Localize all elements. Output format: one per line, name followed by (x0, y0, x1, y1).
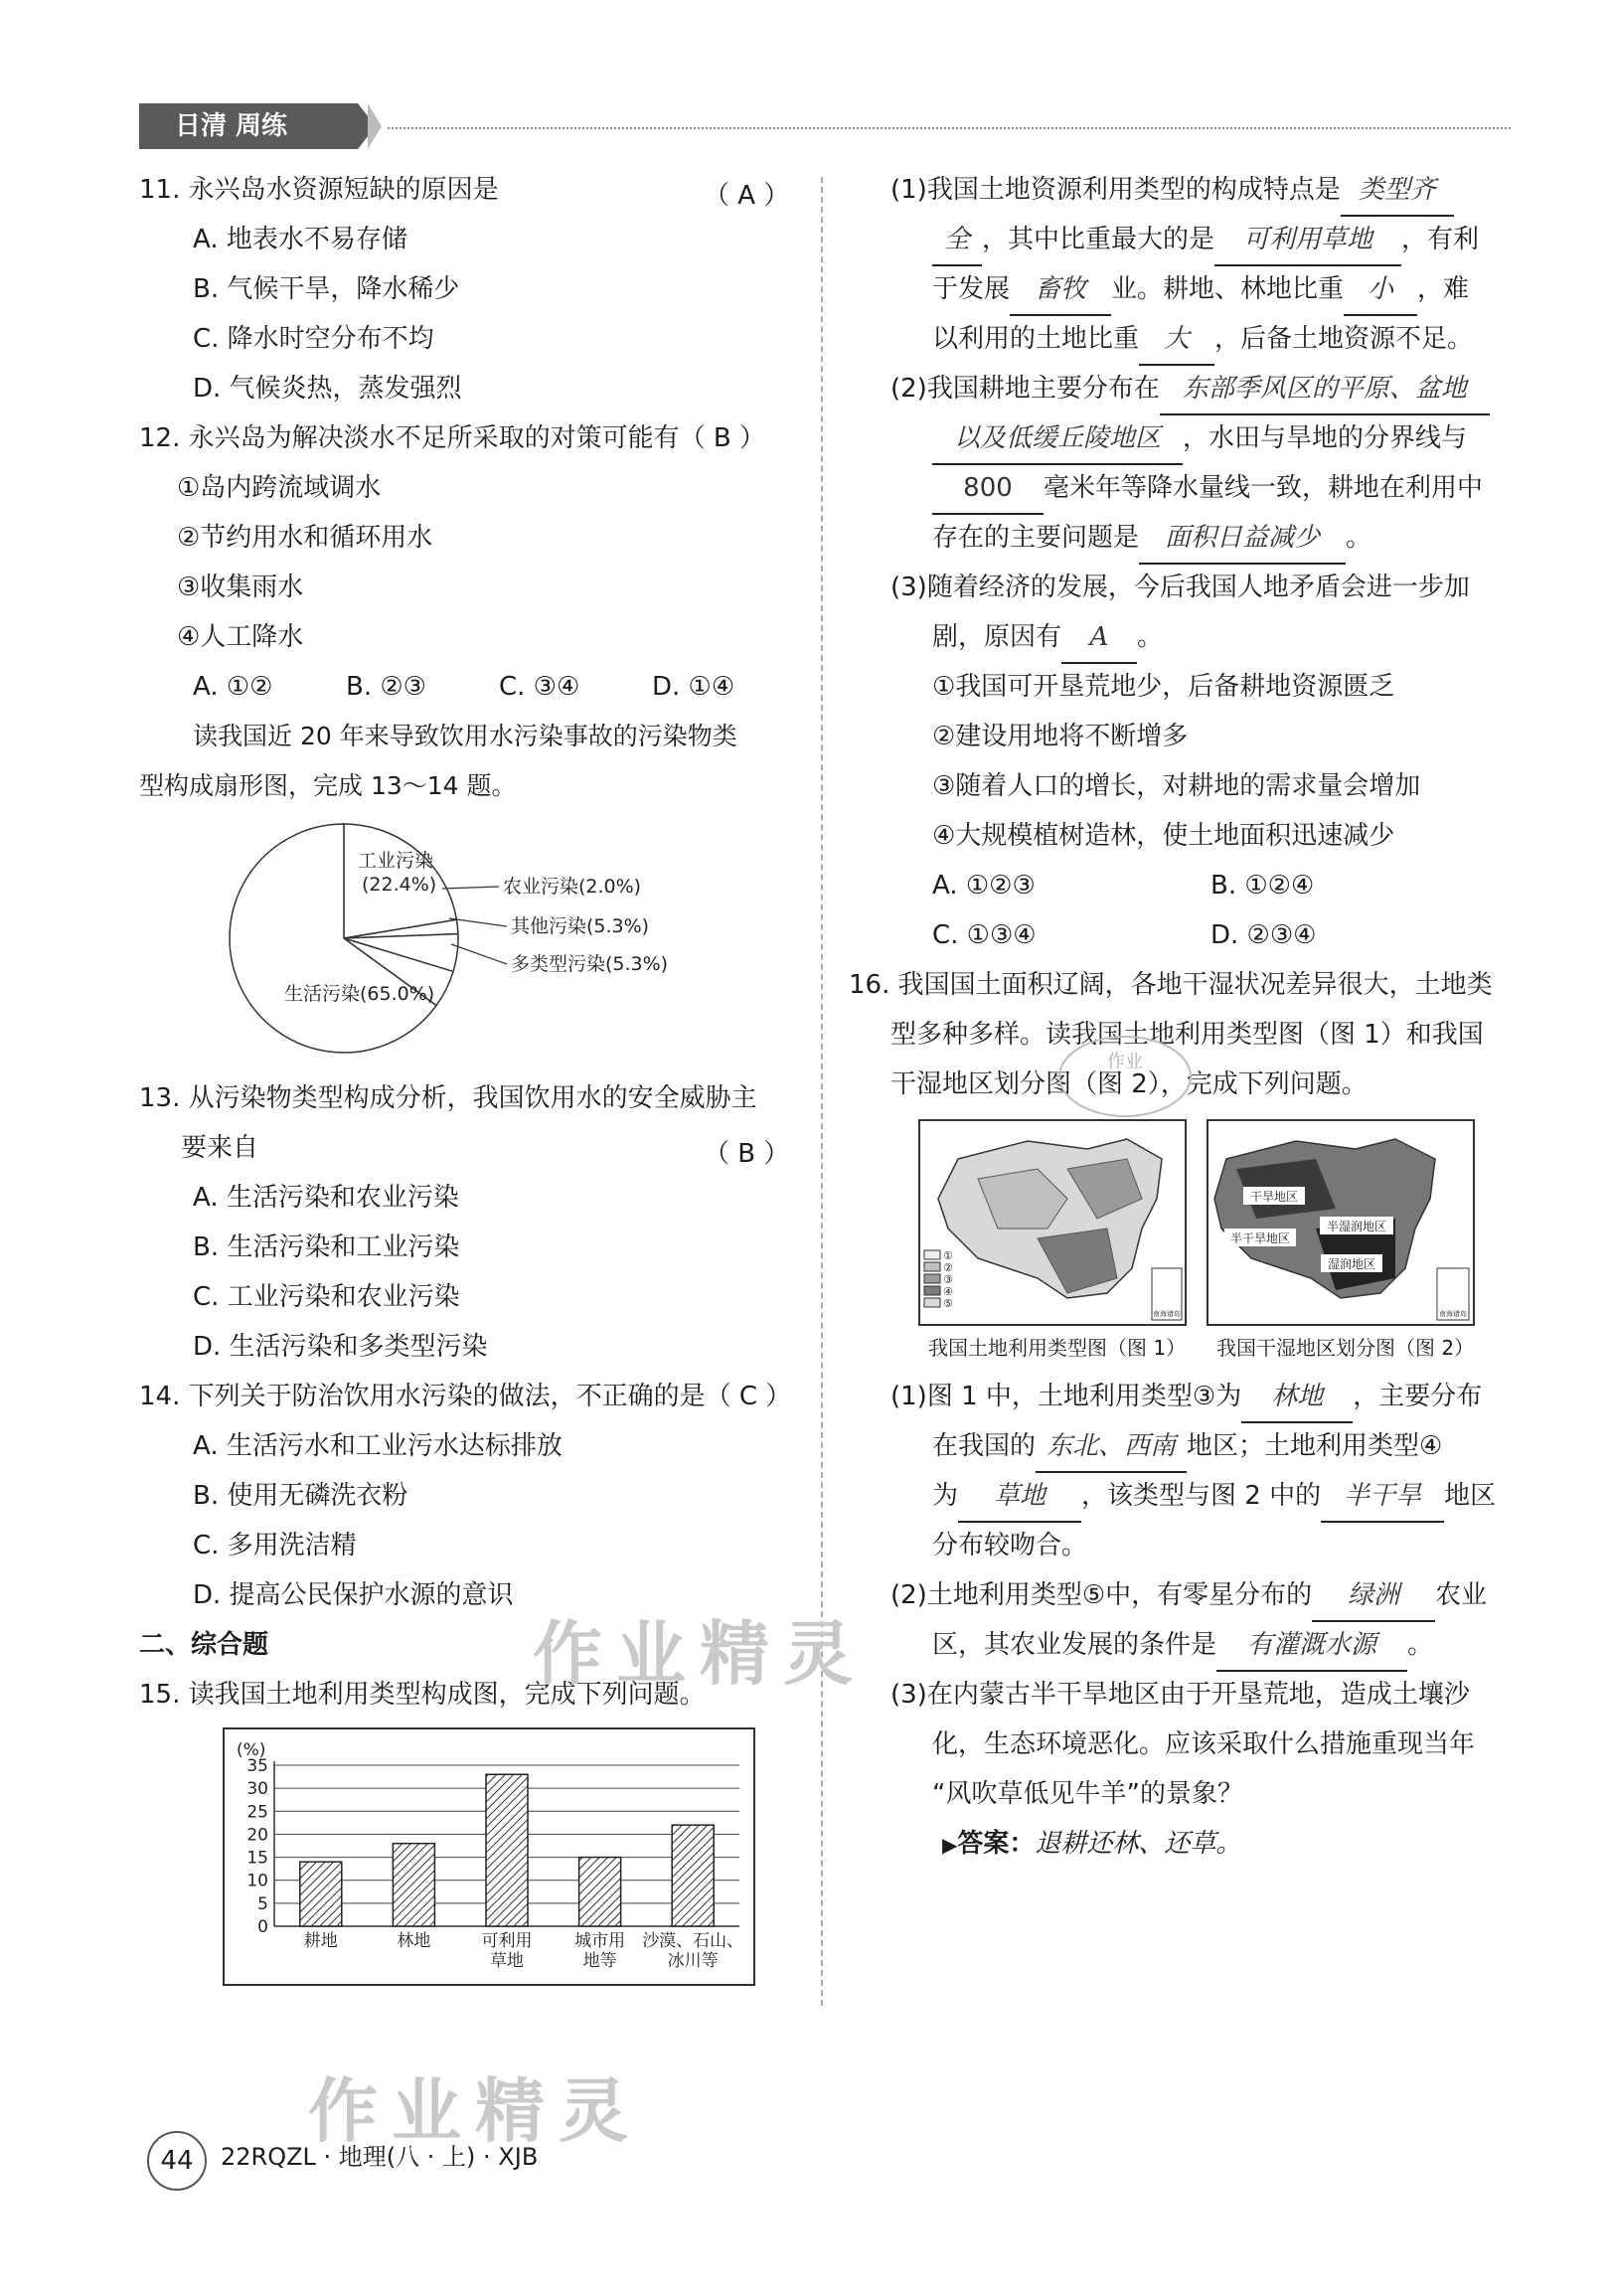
q11-option-a: A. 地表水不易存储 (193, 225, 407, 254)
region-arid: 干旱地区 (1249, 1190, 1299, 1204)
legend-1: ① (943, 1249, 953, 1262)
q15-3-item-3: ③随着人口的增长，对耕地的需求量会增加 (932, 771, 1421, 801)
pie-leader-1 (442, 887, 499, 889)
q16-1-text7: 地区 (1444, 1481, 1497, 1511)
q16-2-text2: 农业 (1435, 1580, 1488, 1610)
q15-3-option-c: C. ①③④ (932, 920, 1037, 950)
q15-1-answer-1b: 全 (932, 215, 982, 266)
q15-3-line1: (3)随着经济的发展，今后我国人地矛盾会进一步加 (890, 573, 1470, 602)
q16-2-answer-1: 绿洲 (1312, 1570, 1435, 1622)
region-semiarid: 半干旱地区 (1229, 1231, 1291, 1245)
y-tick-label: 25 (246, 1802, 268, 1823)
x-category-label: 冰川等 (667, 1951, 719, 1971)
q16-1-text1: (1)图 1 中，土地利用类型③为 (890, 1382, 1242, 1411)
map-dry-wet (1208, 1120, 1474, 1325)
q16-1-text6: ，该类型与图 2 中的 (1081, 1481, 1322, 1511)
q15-1-line4 (932, 314, 1473, 364)
legend-5: ⑤ (943, 1297, 953, 1310)
map1-caption: 我国土地利用类型图（图 1） (928, 1336, 1187, 1360)
q12-option-a: A. ①② (193, 672, 273, 702)
q13-option-b: B. 生活污染和工业污染 (193, 1232, 460, 1262)
q12-option-c: C. ③④ (499, 672, 580, 702)
q15-2-line3 (932, 463, 1483, 513)
watermark-2: 作业精灵 (308, 2070, 642, 2152)
q16-3-line2: 化，生态环境恶化。应该采取什么措施重现当年 (932, 1729, 1476, 1759)
y-tick-label: 0 (257, 1917, 268, 1937)
q15-2-text3: 毫米年等降水量线一致，耕地在利用中 (1044, 473, 1484, 503)
y-tick-label: 20 (246, 1825, 268, 1846)
q15-1-answer-2: 可利用草地 (1214, 215, 1401, 266)
q16-stem-line2: 型多种多样。读我国土地利用类型图（图 1）和我国 (890, 1020, 1484, 1050)
q15-3-option-d: D. ②③④ (1210, 920, 1317, 950)
q16-1-text4: 地区；土地利用类型④ (1187, 1431, 1443, 1461)
bar-5 (672, 1825, 714, 1926)
q15-2-text1: (2)我国耕地主要分布在 (890, 374, 1160, 404)
pollution-pie-chart (229, 815, 785, 1073)
q16-stem-line1: 16. 我国国土面积辽阔，各地干湿状况差异很大，土地类 (849, 970, 1493, 1000)
q15-3-text1: 剧，原因有 (932, 622, 1062, 652)
q15-2-answer-1b: 以及低缓丘陵地区 (932, 413, 1183, 465)
q16-1-answer-3: 草地 (958, 1471, 1081, 1523)
x-category-label: 地等 (582, 1951, 617, 1971)
q16-1-line4: 分布较吻合。 (932, 1531, 1088, 1560)
y-tick-label: 35 (246, 1756, 268, 1776)
q15-2-text5: 。 (1346, 523, 1372, 553)
q11-option-c: C. 降水时空分布不均 (193, 324, 434, 354)
q15-3-answer: A (1061, 612, 1137, 664)
q15-1-text3: ，有利 (1401, 225, 1480, 254)
page-number: 44 (147, 2131, 207, 2191)
pie-value-industrial: (22.4%) (362, 874, 437, 896)
legend-4: ④ (943, 1285, 953, 1298)
maps-figure (918, 1119, 1475, 1326)
q16-1-answer-2: 东北、西南 (1036, 1421, 1187, 1473)
x-category-label: 耕地 (303, 1931, 338, 1951)
q15-1-text6: ，难 (1417, 274, 1470, 304)
x-category-label: 城市用 (574, 1931, 626, 1951)
q12-item-1: ①岛内跨流域调水 (177, 473, 382, 503)
bar-chart-ylabel: (%) (237, 1740, 266, 1760)
q11-option-d: D. 气候炎热，蒸发强烈 (193, 374, 462, 404)
x-category-label: 沙漠、石山、 (642, 1931, 744, 1951)
q15-1-answer-1a: 类型齐 (1341, 165, 1454, 217)
q15-stem: 15. 读我国土地利用类型构成图，完成下列问题。 (139, 1680, 706, 1710)
q15-3-text2: 。 (1137, 622, 1164, 652)
header-tab: 日清 周练 (139, 103, 358, 149)
q15-1-line2 (932, 215, 1479, 264)
q15-2-answer-3: 面积日益减少 (1139, 513, 1346, 565)
q14-stem: 14. 下列关于防治饮用水污染的做法，不正确的是（ C ） (139, 1382, 792, 1411)
q13-answer: （ B ） (704, 1139, 790, 1169)
q14-option-b: B. 使用无磷洗衣粉 (193, 1481, 408, 1511)
q12-item-4: ④人工降水 (177, 622, 304, 652)
q15-3-option-a: A. ①②③ (932, 871, 1036, 901)
bar-1 (300, 1862, 342, 1926)
bar-2 (393, 1844, 434, 1926)
q13-option-a: A. 生活污染和农业污染 (193, 1183, 459, 1213)
q14-option-a: A. 生活污水和工业污水达标排放 (193, 1431, 563, 1461)
region-humid: 湿润地区 (1327, 1257, 1376, 1271)
q15-2-text2: ，水田与旱地的分界线与 (1183, 423, 1468, 453)
bar-4 (579, 1858, 621, 1926)
q16-2-line2 (932, 1620, 1433, 1670)
q12-stem: 12. 永兴岛为解决淡水不足所采取的对策可能有（ B ） (139, 423, 765, 453)
q13-option-d: D. 生活污染和多类型污染 (193, 1332, 488, 1362)
footer-text: 22RQZL · 地理(八 · 上) · XJB (221, 2143, 539, 2171)
q16-1-answer-1: 林地 (1241, 1372, 1353, 1423)
q13-stem-line1: 13. 从污染物类型构成分析，我国饮用水的安全威胁主 (139, 1083, 757, 1113)
q12-option-d: D. ①④ (652, 672, 735, 702)
q14-option-d: D. 提高公民保护水源的意识 (193, 1580, 514, 1610)
column-divider (821, 177, 823, 2006)
pie-label-multi: 多类型污染(5.3%) (511, 953, 669, 975)
x-category-label: 草地 (490, 1951, 524, 1971)
land-use-bar-chart (223, 1727, 755, 1986)
q11-stem: 11. 永兴岛水资源短缺的原因是 (139, 175, 499, 205)
x-category-label: 林地 (397, 1931, 431, 1951)
q16-1-text5: 为 (932, 1481, 959, 1511)
bar-3 (486, 1774, 528, 1926)
q12-item-3: ③收集雨水 (177, 573, 304, 602)
y-tick-label: 15 (246, 1848, 268, 1869)
header-arrow-2 (368, 103, 382, 149)
q15-3-option-b: B. ①②④ (1210, 871, 1315, 901)
watermark-1: 作业精灵 (533, 1613, 867, 1695)
q16-3-answer-line (942, 1819, 1241, 1869)
stamp-text: 作业 (1107, 1052, 1143, 1072)
q15-2-line2 (932, 413, 1467, 463)
q16-1-line1 (890, 1372, 1482, 1421)
q12-item-2: ②节约用水和循环用水 (177, 523, 433, 553)
q16-1-text3: 在我国的 (932, 1431, 1037, 1461)
q16-1-text2: ，主要分布 (1353, 1382, 1483, 1411)
stamp-mark (1055, 1032, 1195, 1121)
q16-3-line3: “风吹草低见牛羊”的景象？ (932, 1779, 1243, 1809)
section-2-title: 二、综合题 (139, 1630, 269, 1660)
q16-2-text1: (2)土地利用类型⑤中，有零星分布的 (890, 1580, 1313, 1610)
q15-1-text5: 业。耕地、林地比重 (1111, 274, 1345, 304)
q15-3-item-1: ①我国可开垦荒地少，后备耕地资源匮乏 (932, 672, 1395, 702)
pie-label-other: 其他污染(5.3%) (511, 915, 650, 937)
q16-2-text3: 区，其农业发展的条件是 (932, 1630, 1217, 1660)
q15-1-text8: ，后备土地资源不足。 (1214, 324, 1474, 354)
y-tick-label: 5 (257, 1893, 268, 1914)
q16-2-answer-2: 有灌溉水源 (1216, 1620, 1407, 1672)
answer-text: 退耕还林、还草。 (1035, 1829, 1242, 1859)
q16-3-line1: (3)在内蒙古半干旱地区由于开垦荒地，造成土壤沙 (890, 1680, 1470, 1710)
intro-13-14-line1: 读我国近 20 年来导致饮用水污染事故的污染物类 (193, 722, 737, 750)
q16-1-answer-4: 半干旱 (1321, 1471, 1444, 1523)
map2-caption: 我国干湿地区划分图（图 2） (1216, 1336, 1475, 1360)
q15-1-line1 (890, 165, 1454, 215)
q15-2-answer-1a: 东部季风区的平原、盆地 (1160, 364, 1490, 415)
pie-label-industrial: 工业污染 (358, 850, 434, 872)
x-category-label: 可利用 (481, 1931, 533, 1951)
q14-option-c: C. 多用洗洁精 (193, 1531, 357, 1560)
q15-1-text4: 于发展 (932, 274, 1011, 304)
q15-1-text1: (1)我国土地资源利用类型的构成特点是 (890, 175, 1341, 205)
q15-2-line1 (890, 364, 1490, 413)
q15-1-line3 (932, 264, 1469, 314)
legend-3: ③ (943, 1273, 953, 1286)
q15-1-text2: ，其中比重最大的是 (982, 225, 1215, 254)
q15-3-item-2: ②建设用地将不断增多 (932, 722, 1189, 751)
y-tick-label: 30 (246, 1779, 268, 1800)
q16-2-line1 (890, 1570, 1487, 1620)
map-land-use (919, 1120, 1186, 1325)
q12-option-b: B. ②③ (346, 672, 426, 702)
q13-stem-line2: 要来自 (181, 1133, 259, 1163)
q15-1-text7: 以利用的土地比重 (932, 324, 1140, 354)
inset-label-1: 南海诸岛 (1153, 1310, 1181, 1318)
q15-3-item-4: ④大规模植树造林，使土地面积迅速减少 (932, 821, 1395, 851)
q16-1-line2 (932, 1421, 1442, 1471)
answer-label: 答案： (957, 1829, 1036, 1859)
region-subhumid: 半湿润地区 (1326, 1220, 1387, 1233)
q15-1-answer-4: 小 (1344, 264, 1417, 316)
q11-answer: （ A ） (704, 181, 790, 211)
inset-label-2: 南海诸岛 (1439, 1310, 1467, 1318)
answer-arrow-icon: ▶ (942, 1833, 958, 1857)
q11-option-b: B. 气候干旱，降水稀少 (193, 274, 460, 304)
pie-label-agriculture: 农业污染(2.0%) (503, 876, 642, 898)
q15-1-answer-3: 畜牧 (1010, 264, 1111, 316)
q13-option-c: C. 工业污染和农业污染 (193, 1282, 460, 1312)
y-tick-label: 10 (246, 1871, 268, 1891)
q15-2-line4 (932, 513, 1371, 563)
pie-label-domestic: 生活污染(65.0%) (284, 983, 435, 1005)
header-rule (388, 127, 1511, 129)
pie-leader-3 (451, 944, 507, 964)
legend-2: ② (943, 1261, 953, 1274)
q15-3-line2 (932, 612, 1163, 662)
intro-13-14-line2: 型构成扇形图，完成 13～14 题。 (139, 771, 517, 800)
q16-1-line3 (932, 1471, 1496, 1521)
q16-stem-line3: 干湿地区划分图（图 2），完成下列问题。 (890, 1069, 1368, 1099)
q15-1-answer-5: 大 (1139, 314, 1214, 366)
q15-2-answer-2: 800 (932, 463, 1044, 515)
q16-2-text4: 。 (1407, 1630, 1434, 1660)
q15-2-text4: 存在的主要问题是 (932, 523, 1140, 553)
